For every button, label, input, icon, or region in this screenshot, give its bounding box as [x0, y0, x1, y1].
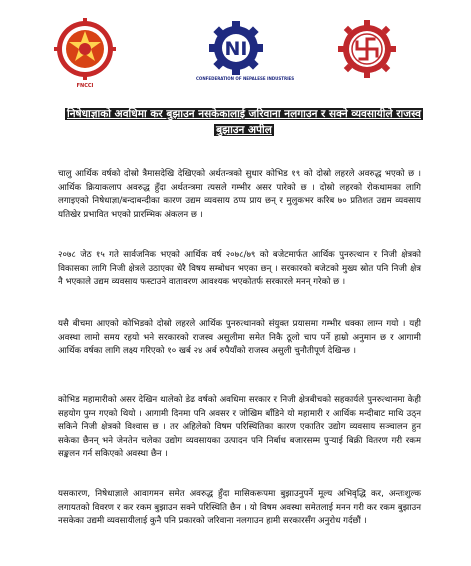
paragraph-2: २०७८ जेठ १५ गते सार्वजनिक भएको आर्थिक वर्ष २०७८/७९ को बजेटमार्फत आर्थिक पुनरुत्थान र निजी क्षेत्रको विकासका लागि निजी क्षेत्रले उठाएका धेरै विषय सम्बोधन भएका छन् । सरकारको बजेटको मुख्य स्रोत पनि निजी क्षेत्र नै भएकाले उद्यम व्यवसाय फस्टाउने वातावरण आवश्यक भएकोतर्फ सरकारले मनन् गरेको छ ।	[58, 250, 421, 287]
paragraph-1: चालु आर्थिक वर्षको दोस्रो त्रैमासदेखि देखिएको अर्थतन्त्रको सुधार कोभिड १९ को दोस्रो लहरले अवरुद्ध भएको छ । आर्थिक क्रियाकलाप अवरुद्ध हुँदा अर्थतन्त्रमा त्यसले गम्भीर असर पारेको छ । दोस्रो लहरको रोकथामका लागि लगाइएको निषेधाज्ञा/बन्दाबन्दीका कारण उद्यम व्यवसाय ठप्प प्राय छन् र मुलुकभर करिब ७० प्रतिशत उद्यम व्यवसाय यतिखेर प्रभावित भएको प्रारम्भिक अंकलन छ ।	[58, 169, 421, 220]
paragraph-5: यसकारण, निषेधाज्ञाले आवागमन समेत अवरुद्ध हुँदा मासिकरूपमा बुझाउनुपर्ने मूल्य अभिवृद्धि कर, अन्तःशुल्क लगायतको विवरण र कर रकम बुझाउन सक्ने परिस्थिति छैन । यो विषम अवस्था समेतलाई मनन गरी कर रकम बुझाउन नसकेका उद्यमी व्यवसायीलाई कुनै पनि प्रकारको जरिवाना नलगाउन हामी सरकारसँग अनुरोध गर्दछौं ।	[58, 489, 421, 526]
press-release-title	[56, 106, 432, 138]
nccc-swastika-gear-logo-icon	[338, 20, 396, 78]
fncci-caption: FNCCI	[76, 83, 94, 89]
paragraph-3: यसै बीचमा आएको कोभिडको दोस्रो लहरले आर्थिक पुनरुत्थानको संयुक्त प्रयासमा गम्भीर धक्का लाग्न गयो । यही अवस्था लामो समय रहयो भने सरकारको राजस्व असुलीमा समेत निकै ठूलो चाप पर्ने हाम्रो अनुमान छ र आगामी आर्थिक वर्षका लागि लक्ष्य गरिएको १० खर्ब २४ अर्ब रुपैयाँको राजस्व असुली चुनौतीपूर्ण देखिन्छ ।	[58, 319, 421, 356]
title-text: निषेधाज्ञाको अवधिमा कर बुझाउन नसकेकालाई जरिवाना नलगाउन र सक्ने व्यवसायीले राजस्व बुझाउन अपील	[66, 108, 421, 136]
paragraph-4: कोभिड महामारीको असर देखिन थालेको डेढ वर्षको अवधिमा सरकार र निजी क्षेत्रबीचको सहकार्यले पुनरुत्थानमा केही सहयोग पुग्न गएको थियो । आगामी दिनमा पनि अवसर र जोखिम बाँडिने यो महामारी र आर्थिक मन्दीबाट माथि उठ्न सकिने निजी क्षेत्रको विश्वास छ । तर अहिलेको विषम परिस्थितिका कारण एकातिर उद्योग व्यवसाय सञ्चालन हुन सकेका छैनन् भने जेनतेन चलेका उद्योग व्यवसायका उत्पादन पनि निर्बाध बजारसम्म पुऱ्याई बिक्री वितरण गरी रकम सङ्कलन गर्न सकिएको अवस्था छैन ।	[58, 395, 421, 459]
svg-text:NI: NI	[224, 38, 248, 60]
cni-caption: CONFEDERATION OF NEPALESE INDUSTRIES	[196, 76, 295, 81]
cni-gear-logo-icon	[205, 20, 267, 76]
fncci-emblem-icon	[54, 18, 116, 84]
